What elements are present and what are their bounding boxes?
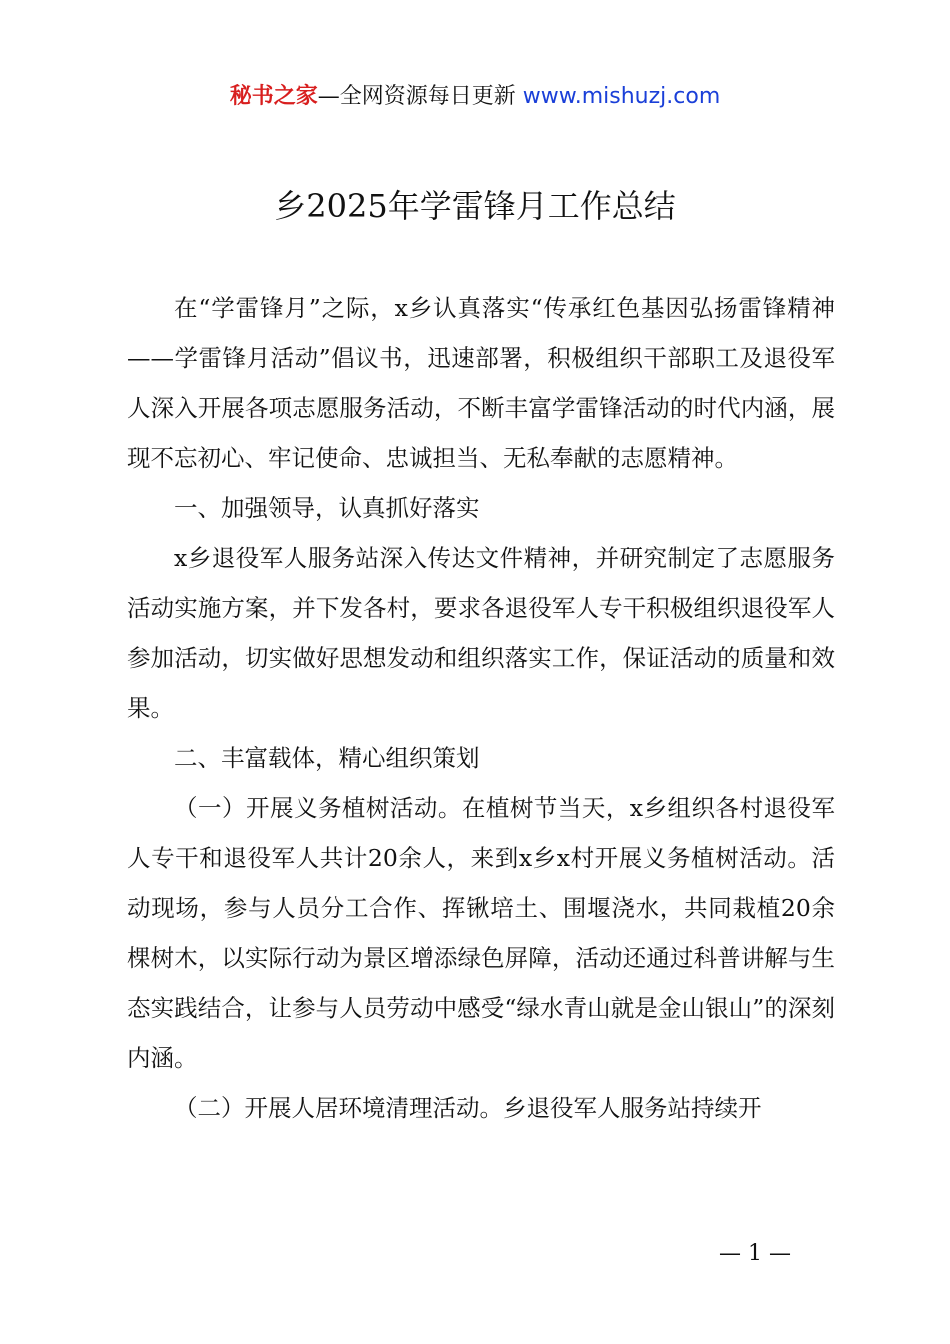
document-body bbox=[127, 283, 835, 1133]
intro-paragraph: 在“学雷锋月”之际，x乡认真落实“传承红色基因弘扬雷锋精神——学雷锋月活动”倡议书，迅速部署，积极组织干部职工及退役军人深入开展各项志愿服务活动，不断丰富学雷锋活动的时代内涵，展现不忘初心、牢记使命、忠诚担当、无私奉献的志愿精神。 bbox=[127, 294, 835, 472]
subsection-1-paragraph: （一）开展义务植树活动。在植树节当天，x乡组织各村退役军人专干和退役军人共计20余人，来到x乡x村开展义务植树活动。活动现场，参与人员分工合作、挥锹培土、围堰浇水，共同栽植20余棵树木，以实际行动为景区增添绿色屏障，活动还通过科普讲解与生态实践结合，让参与人员劳动中感受“绿水青山就是金山银山”的深刻内涵。 bbox=[127, 794, 835, 1072]
section-heading-2: 二、丰富载体，精心组织策划 bbox=[174, 744, 480, 772]
page-number: — 1 — bbox=[719, 1241, 791, 1266]
section-1-paragraph: x乡退役军人服务站深入传达文件精神，并研究制定了志愿服务活动实施方案，并下发各村，要求各退役军人专干积极组织退役军人参加活动，切实做好思想发动和组织落实工作，保证活动的质量和效果。 bbox=[127, 544, 835, 722]
site-url-link[interactable]: www.mishuzj.com bbox=[522, 84, 721, 109]
subsection-2-paragraph: （二）开展人居环境清理活动。乡退役军人服务站持续开 bbox=[174, 1094, 762, 1122]
document-title: 乡2025年学雷锋月工作总结 bbox=[274, 187, 676, 225]
header-tagline: —全网资源每日更新 bbox=[317, 84, 516, 109]
brand-name: 秘书之家 bbox=[229, 83, 318, 109]
section-heading-1: 一、加强领导，认真抓好落实 bbox=[174, 494, 480, 522]
site-header bbox=[0, 78, 950, 115]
